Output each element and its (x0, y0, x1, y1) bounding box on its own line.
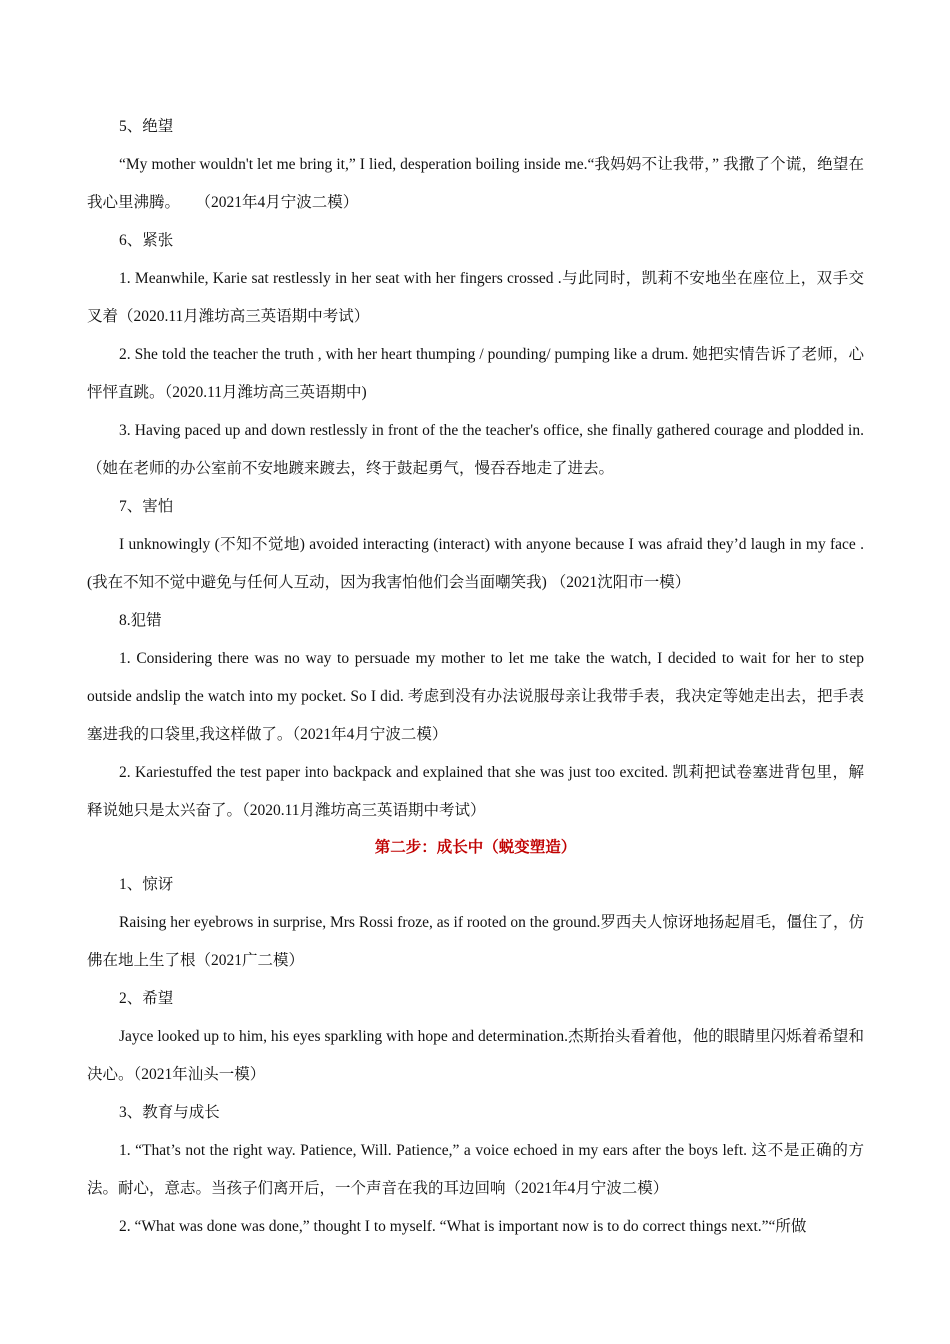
paragraph-surprise: Raising her eyebrows in surprise, Mrs Rossi froze, as if rooted on the ground.罗西夫人惊讶地扬起眉毛，僵住了，仿佛在地上生了根（2021广二模） (87, 914, 864, 969)
document-body (87, 108, 864, 1246)
paragraph-nervous-3: 3. Having paced up and down restlessly in front of the the teacher's office, she finally gathered courage and plodded in.（她在老师的办公室前不安地踱来踱去，终于鼓起勇气，慢吞吞地走了进去。 (87, 422, 864, 477)
paragraph-nervous-1: 1. Meanwhile, Karie sat restlessly in her seat with her fingers crossed .与此同时，凯莉不安地坐在座位上，双手交叉着（2020.11月潍坊高三英语期中考试） (87, 270, 864, 325)
heading-nervous: 6、紧张 (119, 232, 174, 249)
heading-hope: 2、希望 (119, 990, 174, 1007)
heading-surprise: 1、惊讶 (119, 876, 174, 893)
paragraph-mistake-1: 1. Considering there was no way to persuade my mother to let me take the watch, I decided to wait for her to step outside andslip the watch into my pocket. So I did. 考虑到没有办法说服母亲让我带手表，我决定等她走出去，把手表塞进我的口袋里,我这样做了。（2021年4月宁波二模） (87, 650, 864, 743)
paragraph-hope: Jayce looked up to him, his eyes sparkling with hope and determination.杰斯抬头看着他，他的眼睛里闪烁着希望和决心。（2021年汕头一模） (87, 1028, 864, 1083)
heading-education-growth: 3、教育与成长 (119, 1104, 220, 1121)
heading-mistake: 8.犯错 (119, 612, 162, 629)
paragraph-despair: “My mother wouldn't let me bring it,” I lied, desperation boiling inside me.“我妈妈不让我带，” 我撒了个谎，绝望在我心里沸腾。 （2021年4月宁波二模） (87, 156, 864, 211)
paragraph-mistake-2: 2. Kariestuffed the test paper into backpack and explained that she was just too excited. 凯莉把试卷塞进背包里，解释说她只是太兴奋了。（2020.11月潍坊高三英语期中考试） (87, 764, 864, 819)
heading-afraid: 7、害怕 (119, 498, 174, 515)
paragraph-education-1: 1. “That’s not the right way. Patience, Will. Patience,” a voice echoed in my ears after the boys left. 这不是正确的方法。耐心，意志。当孩子们离开后，一个声音在我的耳边回响（2021年4月宁波二模） (87, 1142, 864, 1197)
paragraph-education-2: 2. “What was done was done,” thought I to myself. “What is important now is to do correct things next.”“所做 (119, 1218, 807, 1235)
paragraph-afraid: I unknowingly (不知不觉地) avoided interacting (interact) with anyone because I was afraid they’d laugh in my face .(我在不知不觉中避免与任何人互动，因为我害怕他们会当面嘲笑我) （2021沈阳市一模） (87, 536, 864, 591)
section-title-step-two: 第二步：成长中（蜕变塑造） (374, 839, 577, 856)
heading-despair: 5、绝望 (119, 118, 174, 135)
paragraph-nervous-2: 2. She told the teacher the truth , with her heart thumping / pounding/ pumping like a drum. 她把实情告诉了老师，心怦怦直跳。（2020.11月潍坊高三英语期中) (87, 346, 864, 401)
